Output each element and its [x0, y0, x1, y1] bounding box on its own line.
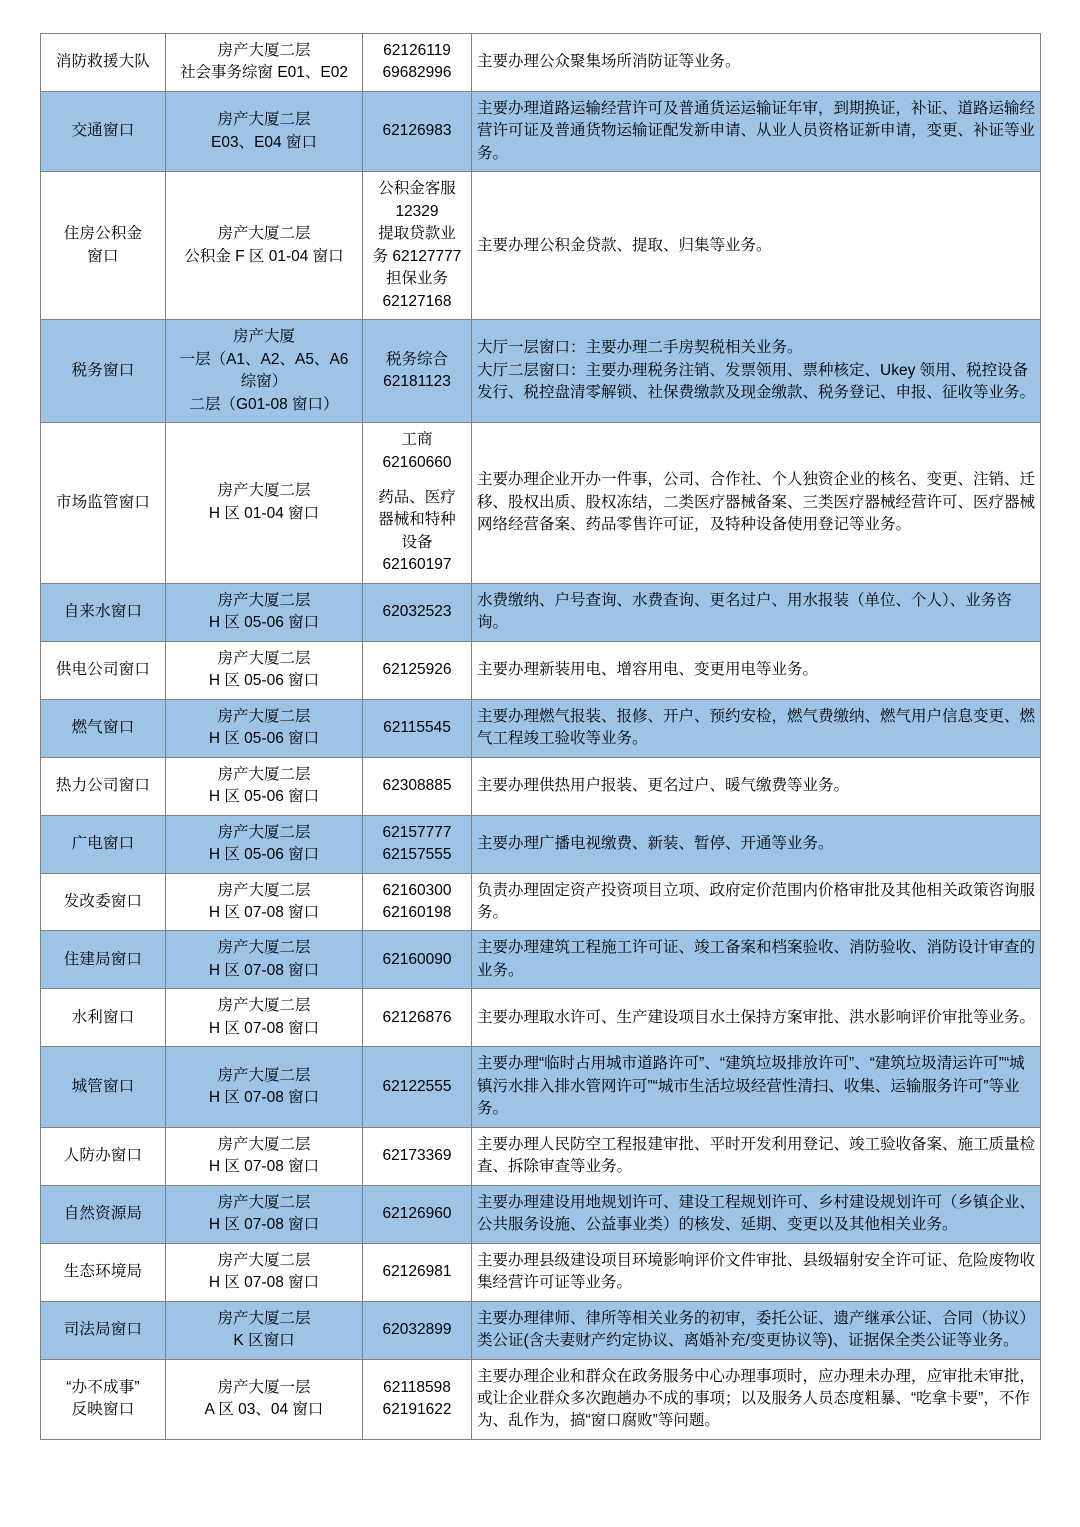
window-location-cell — [166, 1301, 363, 1359]
window-location-cell — [166, 91, 363, 171]
table-row — [41, 1301, 1041, 1359]
window-telephone-cell — [363, 931, 472, 989]
window-telephone-line: 62032899 — [382, 1320, 452, 1338]
table-row — [41, 989, 1041, 1047]
window-telephone-cell — [363, 757, 472, 815]
window-location-line: 房产大厦 — [232, 328, 295, 346]
window-location-cell — [166, 1127, 363, 1185]
window-telephone-cell — [363, 699, 472, 757]
table-row — [41, 423, 1041, 584]
window-location-line: 房产大厦二层 — [217, 997, 311, 1015]
window-location-line: 房产大厦二层 — [217, 649, 311, 667]
window-description-paragraph: 主要办理企业和群众在政务服务中心办理事项时，应办理未办理，应审批未审批，或让企业群众多次跑趟办不成的事项；以及服务人员态度粗暴、“吃拿卡要”，不作为、乱作为，搞“窗口腐败”等问题。 — [477, 1367, 1036, 1430]
window-description-paragraph: 水费缴纳、户号查询、水费查询、更名过户、用水报装（单位、个人）、业务咨询。 — [477, 591, 1012, 632]
window-telephone-cell — [363, 873, 472, 931]
window-description-paragraph: 主要办理县级建设项目环境影响评价文件审批、县级辐射安全许可证、危险废物收集经营许可证等业务。 — [477, 1251, 1036, 1292]
window-telephone-line: 62126983 — [382, 122, 452, 140]
window-name-cell — [41, 1047, 166, 1127]
window-name-line: 生态环境局 — [63, 1262, 143, 1280]
window-location-line: H 区 07-08 窗口 — [208, 1274, 320, 1292]
window-name-line: 城管窗口 — [71, 1077, 135, 1095]
window-telephone-cell — [363, 1301, 472, 1359]
window-name-cell — [41, 641, 166, 699]
window-name-line: 人防办窗口 — [63, 1146, 143, 1164]
window-telephone-cell — [363, 34, 472, 92]
window-telephone-line: 器械和特种 — [378, 511, 456, 529]
window-location-line: 房产大厦二层 — [217, 1066, 311, 1084]
table-row — [41, 583, 1041, 641]
window-description-paragraph: 主要办理广播电视缴费、新装、暂停、开通等业务。 — [477, 834, 834, 852]
window-name-cell — [41, 320, 166, 423]
window-telephone-line: 62126981 — [382, 1262, 452, 1280]
table-row — [41, 172, 1041, 320]
window-name-cell — [41, 931, 166, 989]
window-name-line: 交通窗口 — [71, 122, 135, 140]
table-row — [41, 699, 1041, 757]
window-name-cell — [41, 423, 166, 584]
window-name-line: 住建局窗口 — [63, 950, 143, 968]
window-description-paragraph: 主要办理燃气报装、报修、开户、预约安检，燃气费缴纳、燃气用户信息变更、燃气工程竣工验收等业务。 — [477, 707, 1036, 748]
window-telephone-line: 62173369 — [382, 1146, 452, 1164]
window-location-line: 房产大厦二层 — [217, 939, 311, 957]
window-location-line: H 区 07-08 窗口 — [208, 1089, 320, 1107]
window-telephone-line: 62160660 — [382, 453, 452, 471]
window-telephone-line: 62308885 — [382, 776, 452, 794]
window-description-paragraph: 大厅二层窗口：主要办理税务注销、发票领用、票种核定、Ukey 领用、税控设备发行、税控盘清零解锁、社保费缴款及现金缴款、税务登记、申报、征收等业务。 — [477, 361, 1036, 402]
table-row — [41, 757, 1041, 815]
window-telephone-line: 担保业务 — [385, 270, 448, 288]
window-location-line: 房产大厦二层 — [217, 881, 311, 899]
window-telephone-line: 62160198 — [382, 904, 452, 921]
window-telephone-cell — [363, 320, 472, 423]
window-location-line: 房产大厦二层 — [217, 823, 311, 841]
window-location-line: 房产大厦一层 — [217, 1378, 311, 1396]
window-location-line: H 区 05-06 窗口 — [208, 788, 320, 806]
window-location-line: H 区 07-08 窗口 — [208, 1019, 320, 1037]
window-location-line: H 区 05-06 窗口 — [208, 846, 320, 864]
window-name-cell — [41, 699, 166, 757]
window-location-cell — [166, 1047, 363, 1127]
window-location-line: A 区 03、04 窗口 — [204, 1401, 324, 1419]
window-location-line: 房产大厦二层 — [217, 765, 311, 783]
table-row — [41, 320, 1041, 423]
window-telephone-line: 62157777 — [382, 823, 452, 841]
window-name-cell — [41, 757, 166, 815]
window-description-paragraph: 主要办理公积金贷款、提取、归集等业务。 — [477, 236, 772, 254]
window-description-cell — [472, 423, 1041, 584]
window-name-line: 发改委窗口 — [63, 892, 143, 910]
window-name-cell — [41, 1301, 166, 1359]
window-description-cell — [472, 34, 1041, 92]
window-location-line: 房产大厦二层 — [217, 42, 311, 59]
window-location-line: 房产大厦二层 — [217, 111, 311, 129]
window-location-line: H 区 05-06 窗口 — [208, 672, 320, 690]
window-telephone-cell — [363, 423, 472, 584]
window-telephone-line: 69682996 — [382, 64, 452, 82]
window-description-cell — [472, 815, 1041, 873]
window-description-paragraph: 主要办理律师、律所等相关业务的初审，委托公证、遗产继承公证、合同（协议）类公证(含夫妻财产约定协议、离婚补充/变更协议等)、证据保全类公证等业务。 — [477, 1309, 1036, 1350]
window-telephone-line: 62160300 — [382, 881, 452, 899]
window-location-cell — [166, 641, 363, 699]
window-name-line: 热力公司窗口 — [55, 776, 151, 794]
service-window-table — [40, 33, 1041, 1440]
window-description-paragraph: 主要办理企业开办一件事，公司、合作社、个人独资企业的核名、变更、注销、迁移、股权出质、股权冻结，二类医疗器械备案、三类医疗器械经营许可、医疗器械网络经营备案、药品零售许可证，及特种设备使用登记等业务。 — [477, 471, 1036, 534]
window-location-cell — [166, 320, 363, 423]
window-location-line: H 区 05-06 窗口 — [208, 730, 320, 748]
window-location-line: 房产大厦二层 — [217, 1309, 311, 1327]
window-location-line: H 区 07-08 窗口 — [208, 904, 320, 921]
window-location-line: 二层（G01-08 窗口） — [189, 395, 339, 413]
table-row — [41, 1127, 1041, 1185]
window-description-cell — [472, 757, 1041, 815]
window-location-line: 综窗） — [240, 373, 288, 391]
window-location-line: H 区 05-06 窗口 — [208, 614, 320, 632]
window-name-line: 水利窗口 — [71, 1008, 135, 1026]
window-description-paragraph: 主要办理供热用户报装、更名过户、暖气缴费等业务。 — [477, 776, 850, 794]
window-location-line: H 区 07-08 窗口 — [208, 961, 320, 979]
window-location-cell — [166, 873, 363, 931]
window-description-paragraph: 负责办理固定资产投资项目立项、政府定价范围内价格审批及其他相关政策咨询服务。 — [477, 881, 1036, 921]
window-location-cell — [166, 423, 363, 584]
window-name-line: 供电公司窗口 — [55, 661, 151, 679]
window-telephone-line: 12329 — [395, 202, 439, 220]
window-location-line: 房产大厦二层 — [217, 1193, 311, 1211]
window-description-cell — [472, 1243, 1041, 1301]
window-name-line: 消防救援大队 — [55, 53, 151, 71]
window-name-cell — [41, 172, 166, 320]
window-name-line: 自来水窗口 — [63, 603, 143, 621]
window-telephone-line: 62126876 — [382, 1008, 452, 1026]
window-name-line: 司法局窗口 — [63, 1320, 143, 1338]
window-telephone-cell — [363, 583, 472, 641]
window-telephone-line: 工商 — [401, 431, 433, 449]
window-name-cell — [41, 989, 166, 1047]
window-telephone-line: 62160197 — [382, 556, 452, 574]
table-row — [41, 873, 1041, 931]
window-description-cell — [472, 989, 1041, 1047]
window-telephone-cell — [363, 1243, 472, 1301]
window-telephone-line: 62118598 — [383, 1378, 451, 1396]
window-description-cell — [472, 1301, 1041, 1359]
table-row — [41, 931, 1041, 989]
window-name-cell — [41, 873, 166, 931]
window-telephone-line: 62032523 — [382, 603, 452, 621]
window-description-cell — [472, 931, 1041, 989]
window-location-line: H 区 07-08 窗口 — [208, 1158, 320, 1176]
window-telephone-cell — [363, 815, 472, 873]
window-name-cell — [41, 1185, 166, 1243]
table-row — [41, 1185, 1041, 1243]
window-location-line: 房产大厦二层 — [217, 225, 311, 243]
window-location-line: 房产大厦二层 — [217, 707, 311, 725]
window-description-cell — [472, 1127, 1041, 1185]
window-telephone-line: 公积金客服 — [378, 180, 456, 198]
window-telephone-line: 62127168 — [382, 292, 452, 310]
window-telephone-line: 提取贷款业 — [378, 225, 456, 243]
window-telephone-line: 62126960 — [382, 1204, 452, 1222]
window-description-cell — [472, 699, 1041, 757]
window-location-line: H 区 07-08 窗口 — [208, 1216, 320, 1234]
window-name-line: 燃气窗口 — [71, 718, 135, 736]
window-name-line: 自然资源局 — [63, 1204, 143, 1222]
window-name-line: 反映窗口 — [71, 1401, 135, 1419]
window-name-cell — [41, 1243, 166, 1301]
window-telephone-line: 62160090 — [382, 950, 452, 968]
window-location-line: 房产大厦二层 — [217, 591, 311, 609]
table-row — [41, 91, 1041, 171]
window-description-paragraph: 主要办理建筑工程施工许可证、竣工备案和档案验收、消防验收、消防设计审查的业务。 — [477, 939, 1036, 979]
window-description-cell — [472, 91, 1041, 171]
window-telephone-cell — [363, 1185, 472, 1243]
window-description-cell — [472, 1185, 1041, 1243]
window-telephone-cell — [363, 1127, 472, 1185]
window-location-line: 房产大厦二层 — [217, 482, 311, 500]
window-name-cell — [41, 815, 166, 873]
table-body — [41, 34, 1041, 1440]
table-row — [41, 815, 1041, 873]
window-telephone-cell — [363, 172, 472, 320]
window-description-paragraph: 主要办理取水许可、生产建设项目水土保持方案审批、洪水影响评价审批等业务。 — [477, 1008, 1036, 1026]
window-location-cell — [166, 931, 363, 989]
window-location-line: 房产大厦二层 — [217, 1135, 311, 1153]
window-name-cell — [41, 583, 166, 641]
window-location-line: K 区窗口 — [233, 1332, 295, 1350]
table-row — [41, 1243, 1041, 1301]
window-location-cell — [166, 1185, 363, 1243]
window-location-line: H 区 01-04 窗口 — [208, 504, 320, 522]
window-telephone-cell — [363, 989, 472, 1047]
window-description-paragraph: 主要办理建设用地规划许可、建设工程规划许可、乡村建设规划许可（乡镇企业、公共服务设施、公益事业类）的核发、延期、变更以及其他相关业务。 — [477, 1193, 1036, 1234]
window-description-paragraph: 主要办理人民防空工程报建审批、平时开发利用登记、竣工验收备案、施工质量检查、拆除审查等业务。 — [477, 1135, 1036, 1176]
window-name-line: 税务窗口 — [71, 361, 135, 379]
window-location-cell — [166, 989, 363, 1047]
window-telephone-line: 62191622 — [382, 1401, 452, 1419]
table-row — [41, 1359, 1041, 1439]
window-telephone-line: 62157555 — [382, 846, 452, 864]
window-description-cell — [472, 641, 1041, 699]
table-row — [41, 34, 1041, 92]
window-description-paragraph: 主要办理公众聚集场所消防证等业务。 — [477, 53, 741, 71]
window-telephone-line: 62115545 — [383, 718, 451, 736]
window-telephone-line: 62125926 — [382, 661, 452, 679]
window-location-cell — [166, 1243, 363, 1301]
window-description-cell — [472, 320, 1041, 423]
window-telephone-line: 药品、医疗 — [378, 488, 456, 506]
window-location-cell — [166, 34, 363, 92]
window-name-cell — [41, 91, 166, 171]
window-location-cell — [166, 583, 363, 641]
window-description-paragraph: 大厅一层窗口：主要办理二手房契税相关业务。 — [477, 339, 803, 357]
window-telephone-cell — [363, 91, 472, 171]
window-location-cell — [166, 757, 363, 815]
window-name-cell — [41, 1359, 166, 1439]
window-location-line: 社会事务综窗 E01、E02 — [180, 64, 348, 82]
window-description-cell — [472, 873, 1041, 931]
window-description-paragraph: 主要办理“临时占用城市道路许可”、“建筑垃圾排放许可”、“建筑垃圾清运许可”“城镇污水排入排水管网许可”“城市生活垃圾经营性清扫、收集、运输服务许可”等业务。 — [477, 1055, 1025, 1118]
window-location-cell — [166, 699, 363, 757]
window-telephone-line: 设备 — [401, 533, 433, 551]
window-location-line: 房产大厦二层 — [217, 1251, 311, 1269]
window-name-line: 广电窗口 — [71, 834, 135, 852]
window-location-cell — [166, 815, 363, 873]
window-telephone-cell — [363, 1359, 472, 1439]
window-telephone-line: 务 62127777 — [372, 247, 462, 265]
window-telephone-line: 62122555 — [382, 1077, 452, 1095]
window-name-line: 窗口 — [87, 247, 119, 265]
window-telephone-line: 62126119 — [383, 42, 451, 59]
table-row — [41, 1047, 1041, 1127]
window-name-cell — [41, 34, 166, 92]
table-row — [41, 641, 1041, 699]
window-location-cell — [166, 1359, 363, 1439]
window-description-cell — [472, 1047, 1041, 1127]
window-location-cell — [166, 172, 363, 320]
window-telephone-cell — [363, 1047, 472, 1127]
window-description-paragraph: 主要办理新装用电、增容用电、变更用电等业务。 — [477, 661, 819, 679]
window-name-cell — [41, 1127, 166, 1185]
window-description-cell — [472, 1359, 1041, 1439]
window-telephone-line: 税务综合 — [385, 350, 448, 368]
window-location-line: 一层（A1、A2、A5、A6 — [179, 350, 349, 368]
window-telephone-line: 62181123 — [383, 373, 451, 391]
window-telephone-cell — [363, 641, 472, 699]
window-location-line: E03、E04 窗口 — [211, 133, 317, 151]
window-name-line: 住房公积金 — [63, 225, 143, 243]
window-description-cell — [472, 583, 1041, 641]
window-description-cell — [472, 172, 1041, 320]
window-name-line: 市场监管窗口 — [55, 493, 151, 511]
window-location-line: 公积金 F 区 01-04 窗口 — [184, 247, 344, 265]
window-description-paragraph: 主要办理道路运输经营许可及普通货运运输证年审，到期换证，补证、道路运输经营许可证及普通货物运输证配发新申请、从业人员资格证新申请，变更、补证等业务。 — [477, 99, 1036, 162]
window-telephone-line — [368, 474, 466, 487]
window-name-line: “办不成事” — [66, 1378, 140, 1396]
